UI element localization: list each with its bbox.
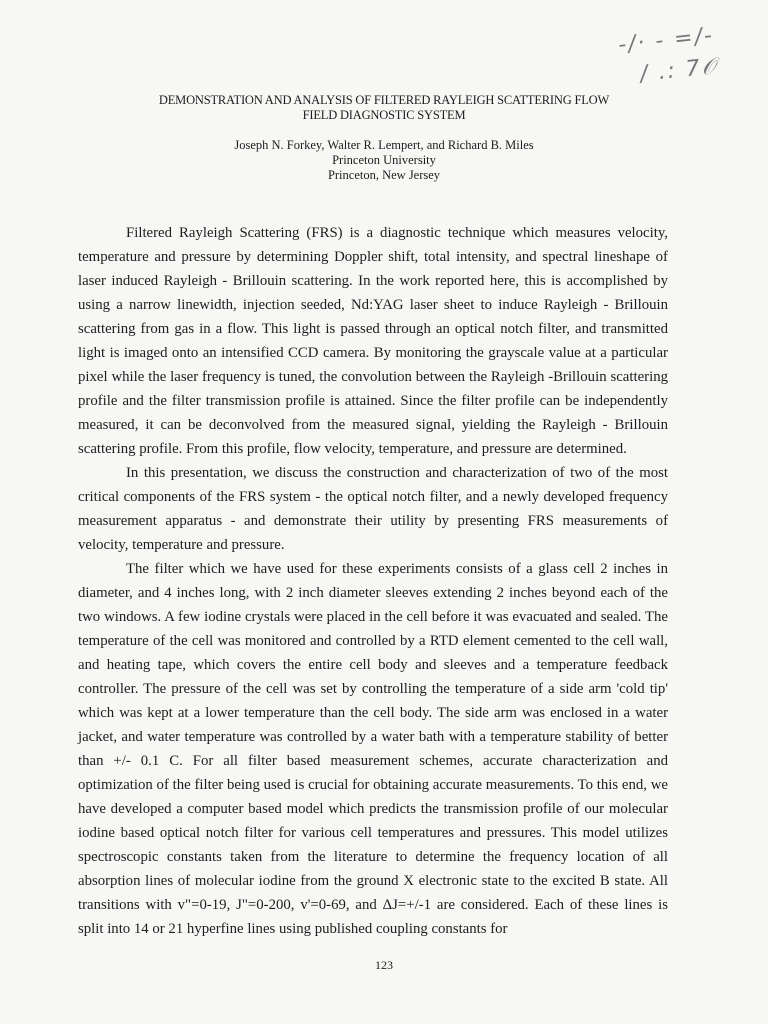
author-affiliation: Princeton University — [332, 153, 436, 167]
paragraph-1: Filtered Rayleigh Scattering (FRS) is a diagnostic technique which measures velocity, temperature and pressure by determining Doppler shift, total intensity, and spectral lineshape of laser induced Rayleigh - Brillouin scattering. In the work reported here, this is accomplished by using a narrow linewidth, injection seeded, Nd:YAG laser sheet to induce Rayleigh - Brillouin scattering from gas in a flow. This light is passed through an optical notch filter, and transmitted light is imaged onto an intensified CCD camera. By monitoring the grayscale value at a particular pixel while the laser frequency is tuned, the convolution between the Rayleigh -Brillouin scattering profile and the filter transmission profile is attained. Since the filter profile can be independently measured, it can be deconvolved from the measured signal, yielding the Rayleigh - Brillouin scattering profile. From this profile, flow velocity, temperature, and pressure are determined. — [78, 225, 668, 457]
body-text — [78, 221, 668, 941]
paragraph-2: In this presentation, we discuss the construction and characterization of two of the most critical components of the FRS system - the optical notch filter, and a newly developed frequency measurement apparatus - and demonstrate their utility by presenting FRS measurements of velocity, temperature and pressure. — [78, 465, 668, 553]
page-number: 123 — [375, 958, 393, 972]
author-block — [0, 138, 768, 183]
handwritten-annotation-top: -/· - =/- — [616, 23, 716, 58]
title-line-1: DEMONSTRATION AND ANALYSIS OF FILTERED RAYLEIGH SCATTERING FLOW — [158, 93, 610, 107]
paragraph-3: The filter which we have used for these experiments consists of a glass cell 2 inches in diameter, and 4 inches long, with 2 inch diameter sleeves extending 2 inches beyond each of the two windows. A few iodine crystals were placed in the cell before it was evacuated and sealed. The temperature of the cell was monitored and controlled by a RTD element cemented to the cell wall, and heating tape, which covers the entire cell body and sleeves and a temperature feedback controller. The pressure of the cell was set by controlling the temperature of a side arm 'cold tip' which was kept at a lower temperature than the cell body. The side arm was enclosed in a water jacket, and water temperature was controlled by a water bath with a temperature stability of better than +/- 0.1 C. For all filter based measurement schemes, accurate characterization and optimization of the filter being used is crucial for obtaining accurate measurements. To this end, we have developed a computer based model which predicts the transmission profile of our molecular iodine based optical notch filter for various cell temperatures and pressures. This model utilizes spectroscopic constants taken from the literature to determine the frequency location of all absorption lines of molecular iodine from the ground X electronic state to the excited B state. All transitions with v"=0-19, J"=0-200, v'=0-69, and ΔJ=+/-1 are considered. Each of these lines is split into 14 or 21 hyperfine lines using published coupling constants for — [78, 561, 668, 937]
author-names: Joseph N. Forkey, Walter R. Lempert, and Richard B. Miles — [234, 138, 534, 152]
handwritten-annotation-bottom: / .: 7𝒪 — [638, 54, 719, 87]
title-line-2: FIELD DIAGNOSTIC SYSTEM — [302, 108, 466, 122]
paper-title — [0, 93, 768, 123]
author-location: Princeton, New Jersey — [327, 168, 441, 182]
